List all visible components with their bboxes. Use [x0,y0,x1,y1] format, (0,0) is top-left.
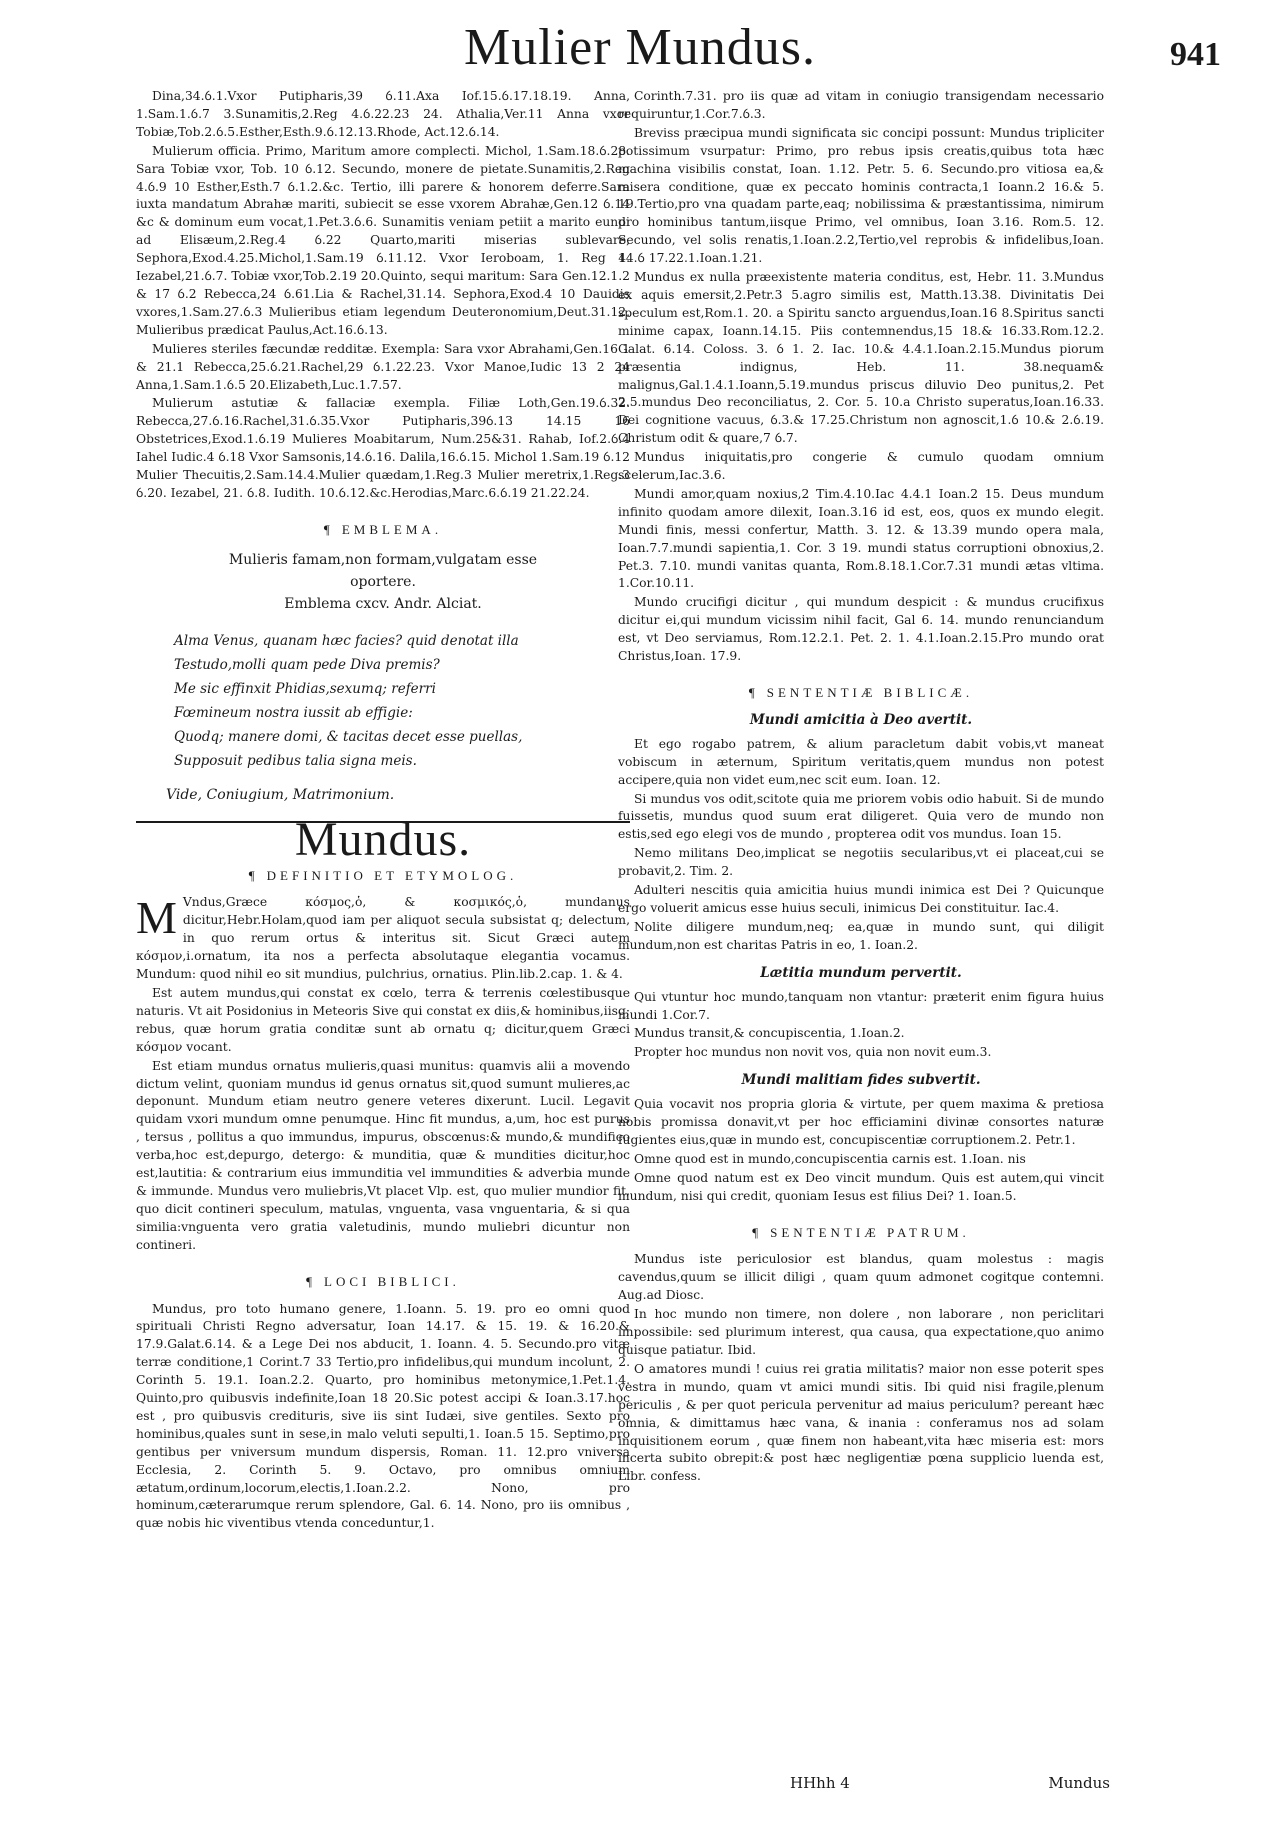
poem-line: Quodq; manere domi, & tacitas decet esse puellas, [174,728,523,745]
pilcrow-icon: ¶ [323,521,334,537]
poem-line: Testudo,molli quam pede Diva premis? [174,656,440,673]
paragraph: Adulteri nescitis quia amicitia huius mundi inimica est Dei ? Quicunque ergo voluerit amicus esse huius seculi, inimicus Dei constituitur. Iac.4. [618,883,1104,915]
paragraph: Omne quod est in mundo,concupiscentia carnis est. 1.Ioan. nis [634,1151,1026,1166]
signature-mark: HHhh 4 [790,1774,850,1792]
right-column [618,88,1104,1487]
paragraph: Mulierum astutiæ & fallaciæ exempla. Filiæ Loth,Gen.19.ỽ.32. Rebecca,27.ỽ.16.Rachel,31.ỽ.35.Vxor Putipharis,39ỽ.13 14.15 16 Obstetrices,Exod.1.ỽ.19 Mulieres Moabitarum, Num.25&31. Rahab, Iof.2.ỽ.4 Iahel Iudic.4 ỽ.18 Vxor Samsonis,14.ỽ.16. Dalila,16.ỽ.15. Michol 1.Sam.19 ỽ.12 Mulier Thecuitis,2.Sam.14.4.Mulier quædam,1.Reg.3 Mulier meretrix,1.Reg.3 ỽ.20. Iezabel, 21. ỽ.8. Iudith. 10.ỽ.12.&c.Herodias,Marc.6.ỽ.19 21.22.24. [136,396,630,500]
pilcrow-icon: ¶ [748,685,759,700]
poem-line: Fœmineum nostra iussit ab effigie: [174,704,413,721]
paragraph: Mulieres steriles fæcundæ redditæ. Exempla: Sara vxor Abrahami,Gen.16 1 & 21.1 Rebecca,25.ỽ.21.Rachel,29 ỽ.1.22.23. Vxor Manoe,Iudic 13 2 24 Anna,1.Sam.1.ỽ.5 20.Elizabeth,Luc.1.7.57. [136,341,630,392]
emblem-poem [136,629,630,773]
paragraph: Est autem mundus,qui constat ex cœlo, terra & terrenis cœlestibusque naturis. Vt ait Posidonius in Meteoris Sive qui constat ex diis,& hominibus,iisq; rebus, quæ horum gratia conditæ sunt ab ornatu q; dicitur,quem Græci κόσμον vocant. [136,986,630,1054]
subheading: Lætitia mundum pervertit. [760,964,962,981]
paragraph: Mundus iste periculosior est blandus, quam molestus : magis cavendus,quum se illicit diligi , quam quum admonet cogitque contemni. Aug.ad Diosc. [618,1252,1104,1303]
paragraph: Nolite diligere mundum,neq; ea,quæ in mundo sunt, qui diligit mundum,non est charitas Patris in eo, 1. Ioan.2. [618,919,1104,952]
poem-line: Me sic effinxit Phidias,sexumq; referri [174,680,436,697]
running-head: Mulier Mundus. [464,19,816,76]
paragraph: Mundo crucifigi dicitur , qui mundum despicit : & mundus crucifixus dicitur ei,qui mundum vicissim nihil facit, Gal 6. 14. mundo renunciandum est, vt Deo serviamus, Rom.12.2.1. Pet. 2. 1. 4.1.Ioan.2.15.Pro mundo orat Christus,Ioan. 17.9. [618,595,1104,664]
poem-line: Supposuit pedibus talia signa meis. [174,752,417,769]
sententiae-biblicae-heading: ¶ SENTENTIÆ BIBLICÆ. [748,685,974,700]
pilcrow-icon: ¶ [306,1273,317,1289]
pilcrow-icon: ¶ [752,1224,763,1240]
sententiae-patrum-heading: ¶ SENTENTIÆ PATRUM. [752,1224,970,1240]
paragraph: Dina,34.ỽ.1.Vxor Putipharis,39 ỽ.11.Axa Iof.15.ỽ.17.18.19. Anna, 1.Sam.1.ỽ.7 3.Sunamitis,2.Reg 4.ỽ.22.23 24. Athalia,Ver.11 Anna vxor Tobiæ,Tob.2.ỽ.5.Esther,Esth.9.ỽ.12.13.Rhode, Act.12.ỽ.14. [136,89,630,139]
paragraph: Et ego rogabo patrem, & alium paracletum dabit vobis,vt maneat vobiscum in æternum, Spiritum veritatis,quem mundus non potest accipere,quia non videt eum,nec scit eum. Ioan. 12. [618,736,1104,787]
drop-cap: M [136,892,177,944]
paragraph: M Vndus,Græce κόσμος,ὁ, & κοσμικός,ὁ, mundanus dicitur,Hebr.Holam,quod iam per aliquot secula subsistat q; delectum, in quo rerum ortus & interitus sit. Sicut Græci autem κόσμον,i.ornatum, ita nos a perfecta absolutaque elegantia vocamus. Mundum: quod nihil eo sit mundius, pulchrius, ornatius. Plin.lib.2.cap. 1. & 4. [136,892,630,982]
paragraph: Mundi amor,quam noxius,2 Tim.4.10.Iac 4.4.1 Ioan.2 15. Deus mundum infinito quodam amore dilexit, Ioan.3.16 id est, eos, quos ex mundo elegit. Mundi finis, messi confertur, Matth. 3. 12. & 13.39 mundo opera mala, Ioan.7.7.mundi sapientia,1. Cor. 3 19. mundi status corruptioni obnoxius,2. Pet.3. 7.10. mundi vanitas quanta, Rom.8.18.1.Cor.7.31 mundi ætas vltima. 1.Cor.10.11. [618,486,1104,591]
section-title: Mundus. [294,812,472,866]
loci-heading: ¶ LOCI BIBLICI. [306,1273,460,1289]
left-column [136,88,630,1534]
paragraph: Mulierum officia. Primo, Maritum amore complecti. Michol, 1.Sam.18.ỽ.28. Sara Tobiæ vxor, Tob. 10 ỽ.12. Secundo, monere de pietate.Sunamitis,2.Reg 4.ỽ.9 10 Esther,Esth.7 ỽ.1.2.&c. Tertio, illi parere & honorem deferre.Sara iuxta mandatum Abrahæ mariti, subiecit se esse vxorem Abrahæ,Gen.12 ỽ.14 &c & dominum eum vocat,1.Pet.3.ỽ.6. Sunamitis veniam petiit a marito eundi ad Elisæum,2.Reg.4 ỽ.22 Quarto,mariti miserias sublevare, Sephora,Exod.4.25.Michol,1.Sam.19 ỽ.11.12. Vxor Ieroboam, 1. Reg 4. Iezabel,21.ỽ.7. Tobiæ vxor,Tob.2.19 20.Quinto, sequi maritum: Sara Gen.12.1.2 & 17 ỽ.2 Rebecca,24 ỽ.61.Lia & Rachel,31.14. Sephora,Exod.4 10 Dauidis vxores,1.Sam.27.ỽ.3 Mulieribus etiam legendum Deuteronomium,Deut.31.12. Mulieribus prædicat Paulus,Act.16.ỽ.13. [136,143,630,337]
emblem-caption: Mulieris famam,non formam,vulgatam esse oportere. Emblema cxcv. Andr. Alciat. [228,551,538,612]
paragraph: Mundus iniquitatis,pro congerie & cumulo quodam omnium scelerum,Iac.3.6. [618,450,1104,483]
subheading: Mundi amicitia à Deo avertit. [749,711,973,728]
paragraph: Omne quod natum est ex Deo vincit mundum. Quis est autem,qui vincit mundum, nisi qui credit, quoniam Iesus est filius Dei? 1. Ioan.5. [618,1170,1104,1203]
paragraph: In hoc mundo non timere, non dolere , non laborare , non periclitari impossibile: sed plurimum interest, qua causa, qua expectatione,quo animo quisque patiatur. Ibid. [618,1307,1104,1357]
paragraph: Si mundus vos odit,scitote quia me priorem vobis odio habuit. Si de mundo fuissetis, mundus quod suum erat diligeret. Quia vero de mundo non estis,sed ego elegi vos de mundo , propterea odit vos mundus. Ioan 15. [618,791,1104,842]
paragraph: Corinth.7.31. pro iis quæ ad vitam in coniugio transigendam necessario requiruntur,1.Cor.7.ỽ.3. [618,89,1104,121]
emblem-heading: ¶ EMBLEMA. [323,521,443,537]
page-number: 941 [1170,36,1221,73]
see-also: Vide, Coniugium, Matrimonium. [166,786,395,803]
poem-line: Alma Venus, quanam hæc facies? quid denotat illa [174,632,519,649]
paragraph: Est etiam mundus ornatus mulieris,quasi munitus: quamvis alii a movendo dictum velint, quoniam mundus id genus ornatus sit,quod sumunt mulieres,ac deponunt. Mundum etiam neutro genere veteres dixerunt. Lucil. Legavit quidam vxori mundum omne penumque. Hinc fit mundus, a,um, hoc est purus , tersus , pollitus a quo immundus, impurus, obscœnus:& mundo,& mundifico verba,hoc est,depurgo, detergo: & munditia, quæ & mundities dicitur,hoc est,lautitia: & contrarium eius immunditia vel immundities & adverbia munde & immunde. Mundus vero muliebris,Vt placet Vlp. est, quo mulier mundior fit, quo dicit contineri speculum, matulas, vnguenta, vasa vnguentaria, & si qua similia:vnguenta vero gratia valetudinis, mundo muliebri dicuntur non contineri. [136,1058,630,1252]
paragraph: Propter hoc mundus non novit vos, quia non novit eum.3. [634,1045,992,1060]
paragraph: O amatores mundi ! cuius rei gratia militatis? maior non esse poterit spes vestra in mundo, quam vt amici mundi sitis. Ibi quid nisi fragile,plenum periculis , & per quot pericula pervenitur ad maius periculum? pereant hæc omnia, & dimittamus hæc vana, & inania : conferamus nos ad solam inquisitionem eorum , quæ finem non habeant,vita hæc miseria est: mors incerta subito obrepit:& post hæc negligentiæ pœna supplicio luenda est, Libr. confess. [618,1361,1104,1484]
paragraph: Mundus, pro toto humano genere, 1.Ioann. 5. 19. pro eo omni quod spirituali Christi Regno adversatur, Ioan 14.17. & 15. 19. & 16.20.& 17.9.Galat.6.14. & a Lege Dei nos abducit, 1. Ioann. 4. 5. Secundo.pro vitæ terræ conditione,1 Corint.7 33 Tertio,pro infidelibus,qui mundum incolunt, 2. Corinth 5. 19.1. Ioan.2.2. Quarto, pro hominibus metonymice,1.Pet.1.4. Quinto,pro quibusvis indefinite,Ioan 18 20.Sic potest accipi & Ioan.3.17.hoc est , pro quibusvis credituris, sive iis sint Iudæi, sive gentiles. Sexto pro hominibus,quales sunt in sese,in malo veluti sepulti,1. Ioan.5 15. Septimo,pro gentibus per vniversum mundum dispersis, Roman. 11. 12.pro vniversa Ecclesia, 2. Corinth 5. 9. Octavo, pro omnibus omnium ætatum,ordinum,locorum,electis,1.Ioan.2.2. Nono, pro hominum,cæterarumque rerum splendore, Gal. 6. 14. Nono, pro iis omnibus , quæ nobis hic viventibus vtenda conceduntur,1. [136,1301,630,1531]
catchword: Mundus [1048,1774,1110,1792]
paragraph: Quia vocavit nos propria gloria & virtute, per quem maxima & pretiosa nobis promissa donavit,vt per hoc efficiamini divinæ consortes naturæ fugientes eius,quæ in mundo est, concupiscentiæ corruptionem.2. Petr.1. [618,1097,1104,1147]
paragraph: Mundus transit,& concupiscentia, 1.Ioan.2. [634,1026,905,1041]
paragraph: Nemo militans Deo,implicat se negotiis secularibus,vt ei placeat,cui se probavit,2. Tim. 2. [618,846,1104,879]
paragraph: Breviss præcipua mundi significata sic concipi possunt: Mundus tripliciter potissimum vsurpatur: Primo, pro rebus ipsis creatis,quibus tota hæc machina visibilis constat, Ioan. 1.12. Petr. 5. 6. Secundo.pro vitiosa ea,& misera conditione, quæ ex peccato hominis contracta,1 Ioann.2 16.& 5. 19.Tertio,pro vna quadam parte,eaq; nobilissima & præstantissima, nimirum pro hominibus tantum,iisque Primo, vel omnibus, Ioan 3.16. Rom.5. 12. Secundo, vel solis renatis,1.Ioan.2.2,Tertio,vel reprobis & infidelibus,Ioan. 14.ỽ 17.22.1.Ioan.1.21. [618,125,1104,266]
subheading: Mundi malitiam fides subvertit. [741,1072,981,1089]
paragraph: Mundus ex nulla præexistente materia conditus, est, Hebr. 11. 3.Mundus ex aquis emersit,2.Petr.3 5.agro similis est, Matth.13.38. Divinitatis Dei speculum est,Rom.1. 20. a Spiritu sancto arguendus,Ioan.16 8.Spiritus sancti minime capax, Ioann.14.15. Piis contemnendus,15 18.& 16.33.Rom.12.2. Galat. 6.14. Coloss. 3. ỽ 1. 2. Iac. 10.& 4.4.1.Ioan.2.15.Mundus piorum præsentia indignus, Heb. 11. 38.nequam& malignus,Gal.1.4.1.Ioann,5.19.mundus priscus diluvio Deo punitus,2. Pet 2.5.mundus Deo reconciliatus, 2. Cor. 5. 10.a Christo superatus,Ioan.16.33. Dei cognitione vacuus, ỽ.3.& 17.25.Christum non agnoscit,1.ỽ 10.& 2.ỽ.19. Christum odit & quare,7 ỽ.7. [618,270,1104,446]
pilcrow-icon: ¶ [248,867,259,883]
definitio-heading: ¶ DEFINITIO ET ETYMOLOG. [248,867,518,883]
paragraph: Qui vtuntur hoc mundo,tanquam non vtantur: præterit enim figura huius mundi 1.Cor.7. [618,989,1104,1022]
